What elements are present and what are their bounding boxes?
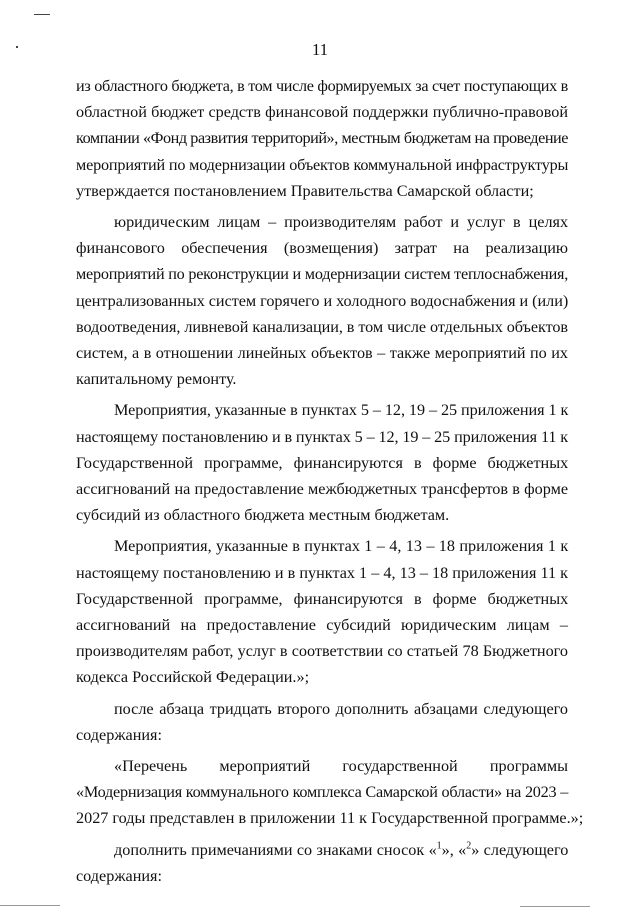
paragraph-2 (76, 209, 568, 392)
text-line: областной бюджет средств финансовой поддержки публично-правовой (76, 103, 568, 122)
text-line: утверждается постановлением Правительства Самарской области; (76, 181, 534, 200)
text-line: капитальному ремонту. (76, 370, 237, 389)
text-line: производителям работ, услуг в соответствии со статьей 78 Бюджетного (76, 642, 568, 661)
text-line: систем, а в отношении линейных объектов – также мероприятий по их (76, 344, 568, 363)
text-line: «Перечень мероприятий государственной программы (114, 757, 568, 776)
scan-mark-bottom-left (0, 905, 60, 906)
paragraph-4 (76, 533, 568, 690)
paragraph-3 (76, 397, 568, 528)
text-fragment: дополнить примечаниями со знаками сносок « (114, 840, 437, 859)
text-line: ассигнований на предоставление субсидий юридическим лицам – (76, 616, 568, 635)
text-line: кодекса Российской Федерации.»; (76, 668, 310, 687)
text-line: 2027 годы представлен в приложении 11 к Государственной программе.»; (76, 809, 584, 828)
text-line: мероприятий по модернизации объектов коммунальной инфраструктуры (76, 155, 569, 174)
text-line: настоящему постановлению и в пунктах 5 – 12, 19 – 25 приложения 11 к (76, 427, 568, 446)
text-line: после абзаца тридцать второго дополнить абзацами следующего (114, 699, 568, 718)
text-line-footnote (76, 837, 568, 863)
text-line: содержания: (76, 725, 162, 744)
text-fragment: » следующего (471, 840, 569, 859)
text-line: юридическим лицам – производителям работ и услуг в целях (114, 213, 569, 232)
text-line: «Модернизация коммунального комплекса Самарской области» на 2023 – (76, 783, 569, 802)
text-line: настоящему постановлению и в пунктах 1 – 4, 13 – 18 приложения 11 к (76, 563, 568, 582)
footnote-mark-2: 2 (466, 840, 472, 852)
text-fragment: », « (441, 840, 467, 859)
text-line: Государственной программе, финансируются в форме бюджетных (76, 453, 569, 472)
page-number: 11 (311, 40, 329, 59)
text-line: водоотведения, ливневой канализации, в том числе отдельных объектов (76, 317, 568, 336)
paragraph-7 (76, 837, 568, 889)
text-line: централизованных систем горячего и холодного водоснабжения и (или) (76, 291, 569, 310)
text-line: Государственной программе, финансируются в форме бюджетных (76, 589, 569, 608)
text-line: компании «Фонд развития территорий», местным бюджетам на проведение (76, 129, 568, 148)
text-line: Мероприятия, указанные в пунктах 1 – 4, 13 – 18 приложения 1 к (114, 537, 569, 556)
text-line: ассигнований на предоставление межбюджетных трансфертов в форме (76, 480, 568, 499)
paragraph-5 (76, 696, 568, 748)
footnote-mark-1: 1 (436, 840, 442, 852)
scan-mark-bottom-right (520, 906, 590, 907)
text-line: финансового обеспечения (возмещения) затрат на реализацию (76, 239, 568, 258)
paragraph-1 (76, 73, 568, 204)
text-line: из областного бюджета, в том числе формируемых за счет поступающих в (76, 77, 568, 95)
paragraph-6 (76, 753, 584, 832)
body-text (76, 73, 584, 889)
scan-mark-top-left (34, 14, 50, 15)
text-line: Мероприятия, указанные в пунктах 5 – 12, 19 – 25 приложения 1 к (114, 401, 569, 420)
text-line: содержания: (76, 866, 162, 885)
text-line: субсидий из областного бюджета местным бюджетам. (76, 506, 450, 525)
text-line: мероприятий по реконструкции и модернизации систем теплоснабжения, (76, 265, 569, 284)
